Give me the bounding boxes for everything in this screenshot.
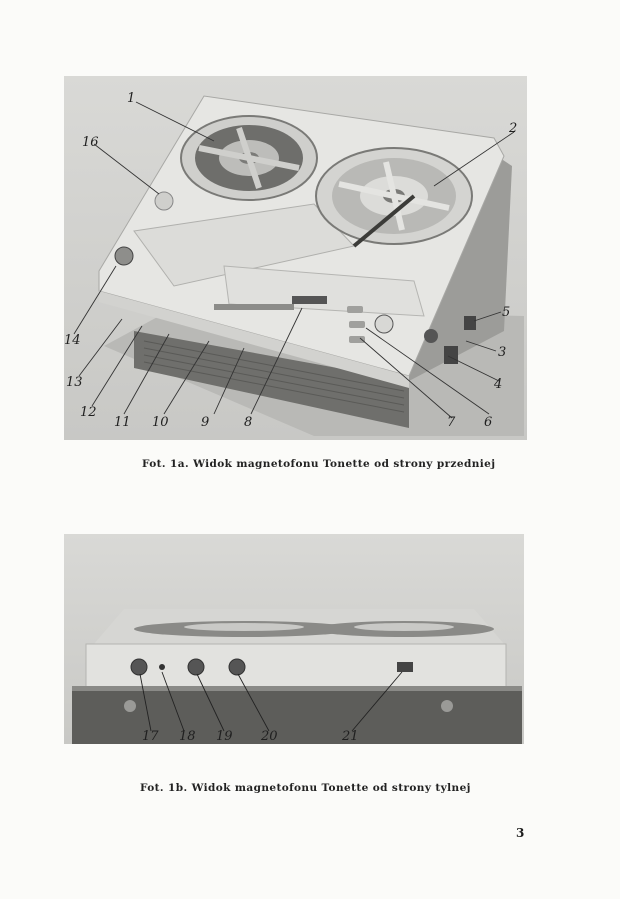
- callout-20: 20: [261, 729, 278, 744]
- callout-17: 17: [142, 729, 159, 744]
- callout-2: 2: [509, 121, 518, 136]
- callout-16: 16: [82, 135, 99, 150]
- callout-13: 13: [66, 375, 83, 390]
- callout-3: 3: [498, 345, 507, 360]
- figure-caption-front: Fot. 1a. Widok magnetofonu Tonette od strony przedniej: [142, 458, 496, 470]
- callout-7: 7: [447, 415, 456, 430]
- callout-8: 8: [244, 415, 253, 430]
- callout-4: 4: [494, 377, 503, 392]
- callout-12: 12: [80, 405, 97, 420]
- callout-5: 5: [502, 305, 511, 320]
- callout-9: 9: [201, 415, 210, 430]
- tape-recorder-rear-illustration: [64, 534, 524, 744]
- photo-rear-view: [64, 534, 524, 744]
- left-reel: [181, 116, 317, 200]
- photo-front-view: [64, 76, 527, 440]
- right-reel: [316, 148, 472, 244]
- figure-caption-rear: Fot. 1b. Widok magnetofonu Tonette od strony tylnej: [140, 782, 471, 794]
- callout-10: 10: [152, 415, 169, 430]
- callout-21: 21: [342, 729, 359, 744]
- callout-18: 18: [179, 729, 196, 744]
- tape-recorder-front-illustration: [64, 76, 527, 440]
- callout-11: 11: [114, 415, 131, 430]
- callout-1: 1: [127, 91, 136, 106]
- page-number: 3: [516, 826, 525, 840]
- callout-19: 19: [216, 729, 233, 744]
- callout-14: 14: [64, 333, 81, 348]
- callout-6: 6: [484, 415, 493, 430]
